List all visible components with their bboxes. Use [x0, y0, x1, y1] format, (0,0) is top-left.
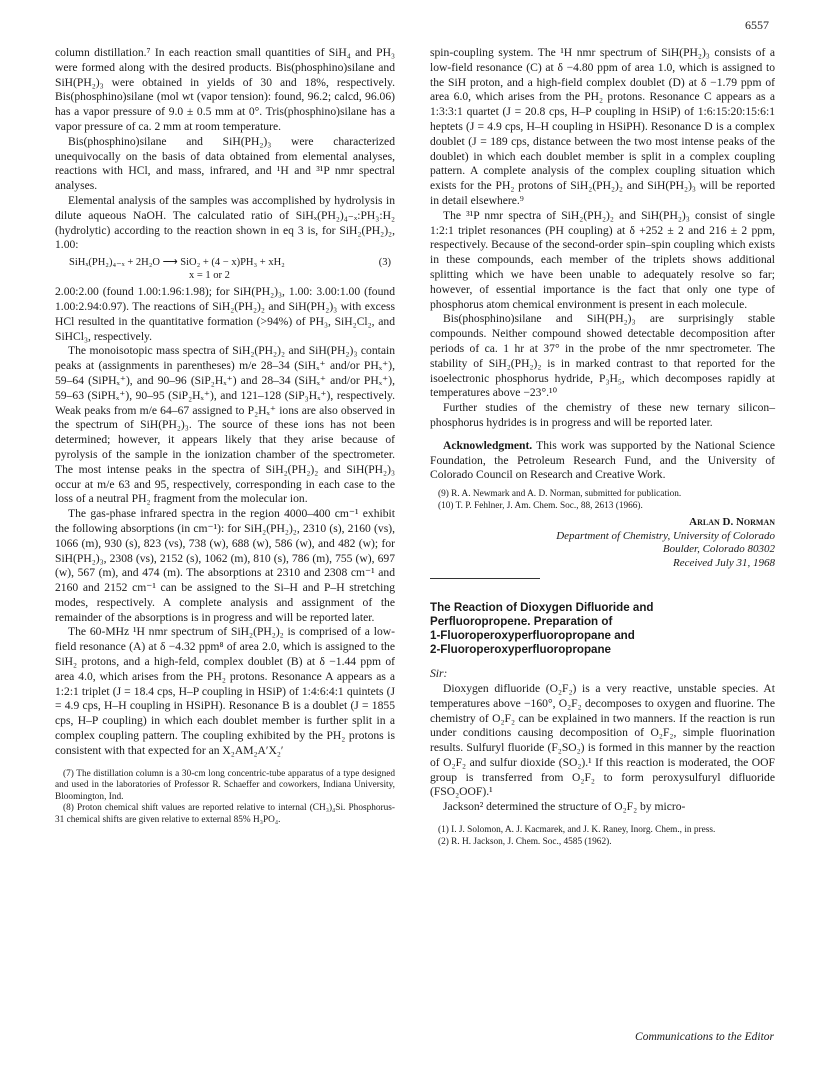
- author-name: Arlan D. Norman: [689, 516, 775, 529]
- body-paragraph: The monoisotopic mass spectra of SiH₂(PH₂)₂ and SiH(PH₂)₃ contain peaks at (assignments in parentheses) m/e 28–34 (SiHₓ⁺ and/or PHₓ⁺), 59–64 (SiPHₓ⁺), and 90–96 (SiP₂Hₓ⁺) and 28–34 (SiHₓ⁺ and/or PHₓ⁺), 59–63 (SiPHₓ⁺), 90–95 (SiP₂Hₓ⁺), and 121–128 (SiP₃Hₓ⁺), respectively. Weak peaks from m/e 64–67 assigned to P₂Hₓ⁺ ions are also observed in the spectrum of SiH(PH₂)₃. The source of these ions has not been determined; however, it appears likely that they arise because of pyrolysis of the sample in the ionization chamber of the spectrometer. The most intense peaks in the spectra of SiH₂(PH₂)₂ and SiH(PH₂)₃ occur at m/e 63 and 95, respectively, corresponding in each case to the loss of a neutral PH₂ fragment from the molecular ion.: [55, 344, 395, 506]
- footnote: (7) The distillation column is a 30-cm long concentric-tube apparatus of a type designed and used in the laboratories of Professor R. Schaeffer and coworkers, Indiana University, Bloomington, Ind.: [55, 768, 395, 802]
- department: Department of Chemistry, University of Colorado: [556, 529, 775, 542]
- body-paragraph: Elemental analysis of the samples was accomplished by hydrolysis in dilute aqueous NaOH. The calculated ratio of SiHₓ(PH₂)₄₋ₓ:PH₃:H₂ (hydrolytic) according to the reaction shown in eq 3 is, for SiH₂(PH₂)₂, 1.00:: [55, 193, 395, 252]
- footnotes: [55, 769, 395, 827]
- acknowledgment-heading: Acknowledgment.: [443, 438, 533, 452]
- signature-block: [430, 516, 775, 570]
- location: Boulder, Colorado 80302: [662, 543, 775, 556]
- body-paragraph: The gas-phase infrared spectra in the region 4000–400 cm⁻¹ exhibit the following absorptions (in cm⁻¹): for SiH₂(PH₂)₂, 2310 (s), 2160 (vs), 1066 (m), 930 (s), 823 (vs), 738 (w), 688 (w), 586 (w), and 482 (w); for SiH(PH₂)₃, 2308 (vs), 2152 (s), 1062 (m), 810 (s), 786 (m), 755 (w), 697 (w), 567 (m), and 474 (m). The absorptions at 2310 and 2308 cm⁻¹ and 2160 and 2152 cm⁻¹ can be assigned to the Si–H and P–H stretching modes, respectively. A complete analysis and assignment of the remainder of the absorptions is in progress and will be reported later.: [55, 507, 395, 624]
- body-paragraph: 2.00:2.00 (found 1.00:1.96:1.98); for SiH(PH₂)₃, 1.00: 3.00:1.00 (found 1.00:2.94:0.97). The reactions of SiH₂(PH₂)₂ and SiH(PH₂)₃ with excess HCl resulted in the quantitative formation (>94%) of PH₃, SiH₂Cl₂, and SiHCl₃, respectively.: [55, 285, 395, 343]
- acknowledgment-text: This work was supported by the National Science Foundation, the Petroleum Research Fund, and the University of Colorado Council on Research and Creative Work.: [430, 438, 775, 482]
- body-paragraph: Jackson² determined the structure of O₂F₂ by micro-: [443, 800, 686, 814]
- title-line: The Reaction of Dioxygen Difluoride and: [430, 601, 654, 615]
- footnote: (2) R. H. Jackson, J. Chem. Soc., 4585 (1962).: [438, 836, 612, 847]
- right-column: [430, 46, 775, 848]
- equation-condition: x = 1 or 2: [189, 270, 230, 282]
- salutation: Sir:: [430, 667, 448, 681]
- footnotes: [430, 825, 775, 848]
- title-line: Perfluoropropene. Preparation of: [430, 615, 613, 629]
- footnote: (8) Proton chemical shift values are reported relative to internal (CH₃)₄Si. Phosphorus-31 chemical shifts are given relative to external 85% H₃PO₄.: [55, 803, 395, 825]
- equation-3: [69, 256, 395, 282]
- title-line: 1-Fluoroperoxyperfluoropropane and: [430, 629, 635, 643]
- body-paragraph: Further studies of the chemistry of these new ternary silicon–phosphorus hydrides is in progress and will be reported later.: [430, 401, 775, 429]
- body-paragraph: spin-coupling system. The ¹H nmr spectrum of SiH(PH₂)₃ consists of a low-field resonance (C) at δ −4.80 ppm of area 1.0, which is assigned to the SiH proton, and a high-field complex doublet (D) at δ −1.79 ppm of area 6.0, which arises from the PH₂ protons. Resonance C appears as a 1:3:3:1 quartet (J = 20.8 cps, H–P coupling in HSiP) of 1:6:15:20:15:6:1 heptets (J = 4.9 cps, H–H coupling in HSiPH). Resonance D is a complex doublet (J = 189 cps, distance between the two most intense peaks of the doublet) in which each doublet member is split in a complex coupling pattern. A complete analysis of the complex coupling situation which exists for the PH₂ protons of SiH₂(PH₂)₂ and SiH(PH₂)₃ will be reported in detail elsewhere.⁹: [430, 46, 775, 207]
- body-paragraph: Bis(phosphino)silane and SiH(PH₂)₃ were characterized unequivocally on the basis of data obtained from elemental analyses, reactions with HCl, and mass, infrared, and ¹H and ³¹P nmr spectral analyses.: [55, 134, 395, 193]
- left-column: [55, 46, 395, 826]
- footnote: (1) I. J. Solomon, A. J. Kacmarek, and J. K. Raney, Inorg. Chem., in press.: [438, 825, 716, 836]
- footnotes: [430, 489, 775, 512]
- article-title: [430, 601, 775, 657]
- equation-text: SiHₓ(PH₂)₄₋ₓ + 2H₂O ⟶ SiO₂ + (4 − x)PH₃ + xH₂: [69, 257, 285, 269]
- footnote: (10) T. P. Fehlner, J. Am. Chem. Soc., 88, 2613 (1966).: [438, 500, 643, 511]
- body-paragraph: The ³¹P nmr spectra of SiH₂(PH₂)₂ and SiH(PH₂)₃ consist of single 1:2:1 triplet resonances (PH coupling) at δ +252 ± 2 and 216 ± 2 ppm, respectively. Because of the second-order spin–spin coupling which exists in these compounds, each member of the triplets shows additional splitting which we have been unable to adequately resolve so far; however, of essential importance is the fact that only one type of phosphorus atom chemical environment is present in each molecule.: [430, 208, 775, 311]
- section-divider: [430, 578, 540, 579]
- title-line: 2-Fluoroperoxyperfluoropropane: [430, 643, 612, 657]
- received-date: Received July 31, 1968: [672, 556, 775, 569]
- body-paragraph: column distillation.⁷ In each reaction small quantities of SiH₄ and PH₃ were formed along with the desired products. Bis(phosphino)silane and SiH(PH₂)₃ were obtained in yields of 30 and 18%, respectively. Bis(phosphino)silane (mol wt (vapor tension): found, 96.2; calcd, 96.06) has a vapor pressure of 9.0 ± 0.5 mm at 0°. Tris(phosphino)silane has a vapor pressure of ca. 2 mm at room temperature.: [55, 46, 395, 133]
- equation-number: (3): [378, 257, 391, 269]
- body-paragraph: Bis(phosphino)silane and SiH(PH₂)₃ are surprisingly stable compounds. Neither compound showed detectable decomposition after periods of ca. 1 hr at 37° in the probe of the nmr spectrometer. The stability of SiH₂(PH₂)₂ is in marked contrast to that reported for the isoelectronic phosphorus hydride, P₃H₅, which decomposes rapidly at temperatures above −23°.¹⁰: [430, 312, 775, 400]
- acknowledgment: [430, 439, 775, 483]
- footnote: (9) R. A. Newmark and A. D. Norman, submitted for publication.: [438, 489, 682, 500]
- journal-footer: Communications to the Editor: [635, 1031, 774, 1043]
- body-paragraph: The 60-MHz ¹H nmr spectrum of SiH₂(PH₂)₂ is comprised of a low-field resonance (A) at δ −4.32 ppm⁸ of area 2.0, which is assigned to the SiH₂ protons, and a high-feld, complex doublet (B) at δ −1.44 ppm of area 4.0, which arises from the PH₂ protons. Resonance A appears as a 1:2:1 triplet (J = 18.4 cps, H–P coupling in HSiP) of 1:4:6:4:1 quintets (J = 4.9 cps, H–H coupling in HSiPH). Resonance B is a doublet (J = 1855 cps, H–P coupling) in which each doublet member is further split in a complex coupling pattern. The coupling exhibited by the PH₂ protons is consistent with that expected for an X₂AM₂A′X₂′: [55, 625, 395, 757]
- page-number: 6557: [745, 18, 769, 32]
- body-paragraph: Dioxygen difluoride (O₂F₂) is a very reactive, unstable species. At temperatures above −160°, O₂F₂ decomposes to oxygen and fluorine. The chemistry of O₂F₂ can be explained in two manners. If the reaction is run under conditions causing decomposition of O₂F₂, simple fluorination results. Sulfuryl fluoride (F₂SO₂) is formed in this manner by the reaction of O₂F₂ and sulfur dioxide (SO₂).¹ If this reaction is moderated, the OOF group is transferred from O₂F₂ to form peroxysulfuryl difluoride (FSO₂OOF).¹: [430, 681, 775, 799]
